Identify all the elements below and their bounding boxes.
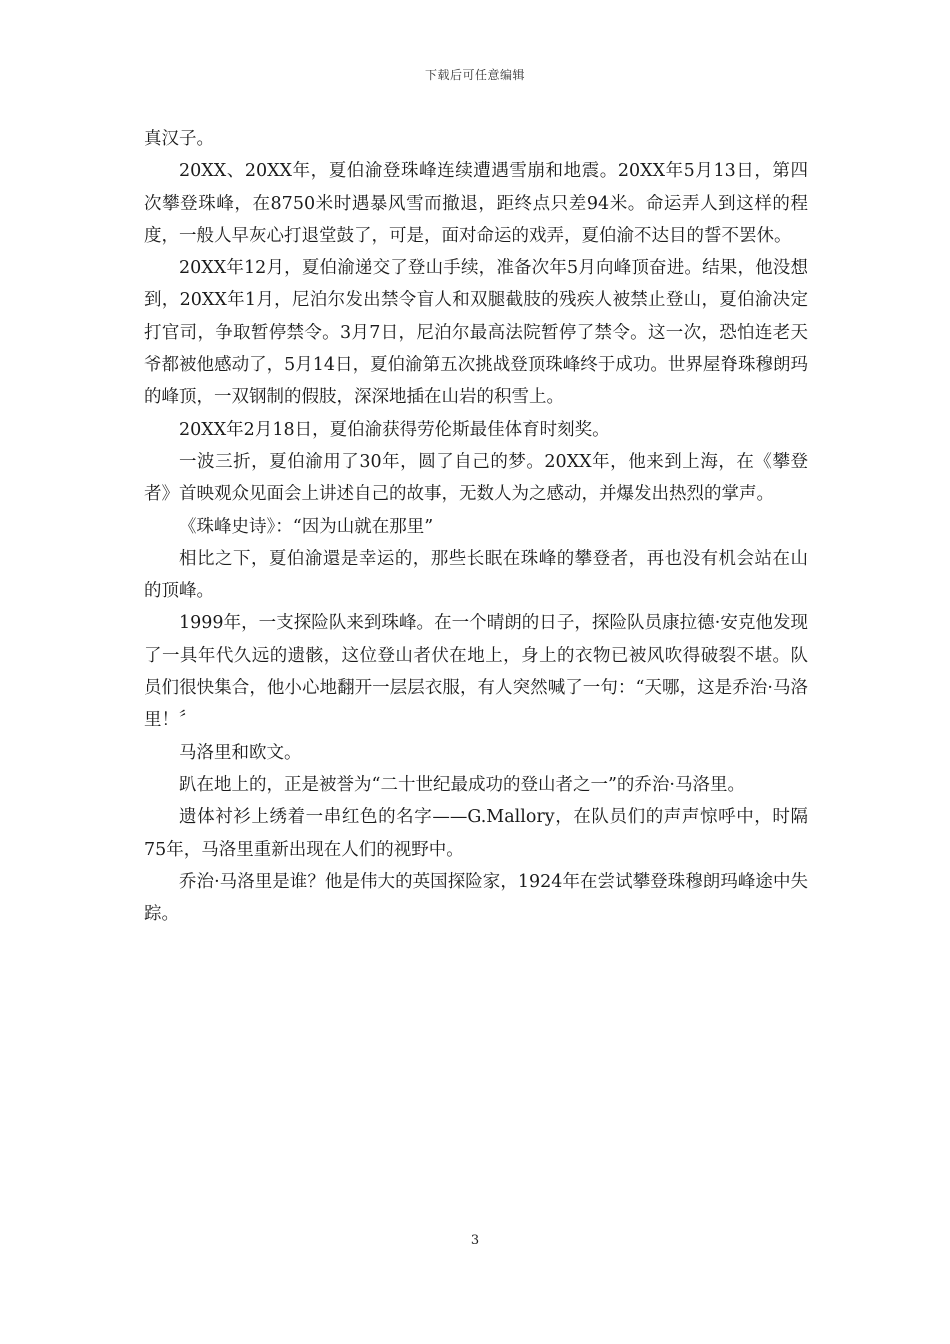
paragraph: 20XX年2月18日，夏伯渝获得劳伦斯最佳体育时刻奖。 xyxy=(179,419,610,440)
paragraph: 乔治·马洛里是谁？他是伟大的英国探险家，1924年在尝试攀登珠穆朗玛峰途中失踪。 xyxy=(144,871,808,925)
paragraph: 马洛里和欧文。 xyxy=(179,742,302,763)
page-number: 3 xyxy=(470,1233,480,1248)
paragraph: 真汉子。 xyxy=(144,129,214,149)
paragraph: 趴在地上的，正是被誉为“二十世纪最成功的登山者之一”的乔治·马洛里。 xyxy=(179,774,745,795)
page-header: 下载后可任意编辑 xyxy=(424,68,525,82)
paragraph: 20XX、20XX年，夏伯渝登珠峰连续遭遇雪崩和地震。20XX年5月13日，第四次攀登珠峰，在8750米时遇暴风雪而撤退，距终点只差94米。命运弄人到这样的程度，一般人早灰心打退堂鼓了，可是，面对命运的戏弄，夏伯渝不达目的誓不罢休。 xyxy=(144,161,808,246)
document-body xyxy=(144,123,808,930)
paragraph: 相比之下，夏伯渝還是幸运的，那些长眠在珠峰的攀登者，再也没有机会站在山的顶峰。 xyxy=(144,548,808,602)
paragraph: 1999年，一支探险队来到珠峰。在一个晴朗的日子，探险队员康拉德·安克他发现了一具年代久远的遗骸，这位登山者伏在地上，身上的衣物已被风吹得破裂不堪。队员们很快集合，他小心地翻开一层层衣服，有人突然喊了一句：“天哪，这是乔治·马洛里！〞 xyxy=(144,613,808,731)
section-heading: 《珠峰史诗》：“因为山就在那里” xyxy=(179,516,434,537)
paragraph: 遗体衬衫上绣着一串红色的名字——G.Mallory，在队员们的声声惊呼中，时隔75年，马洛里重新出现在人们的视野中。 xyxy=(144,807,808,860)
paragraph: 20XX年12月，夏伯渝递交了登山手续，准备次年5月向峰顶奋进。结果，他没想到，20XX年1月，尼泊尔发出禁令盲人和双腿截肢的残疾人被禁止登山，夏伯渝决定打官司，争取暂停禁令。3月7日，尼泊尔最高法院暂停了禁令。这一次，恐怕连老天爷都被他感动了，5月14日，夏伯渝第五次挑战登顶珠峰终于成功。世界屋脊珠穆朗玛的峰顶，一双钢制的假肢，深深地插在山岩的积雪上。 xyxy=(144,258,808,408)
paragraph: 一波三折，夏伯渝用了30年，圆了自己的梦。20XX年，他来到上海，在《攀登者》首映观众见面会上讲述自己的故事，无数人为之感动，并爆发出热烈的掌声。 xyxy=(144,451,808,505)
